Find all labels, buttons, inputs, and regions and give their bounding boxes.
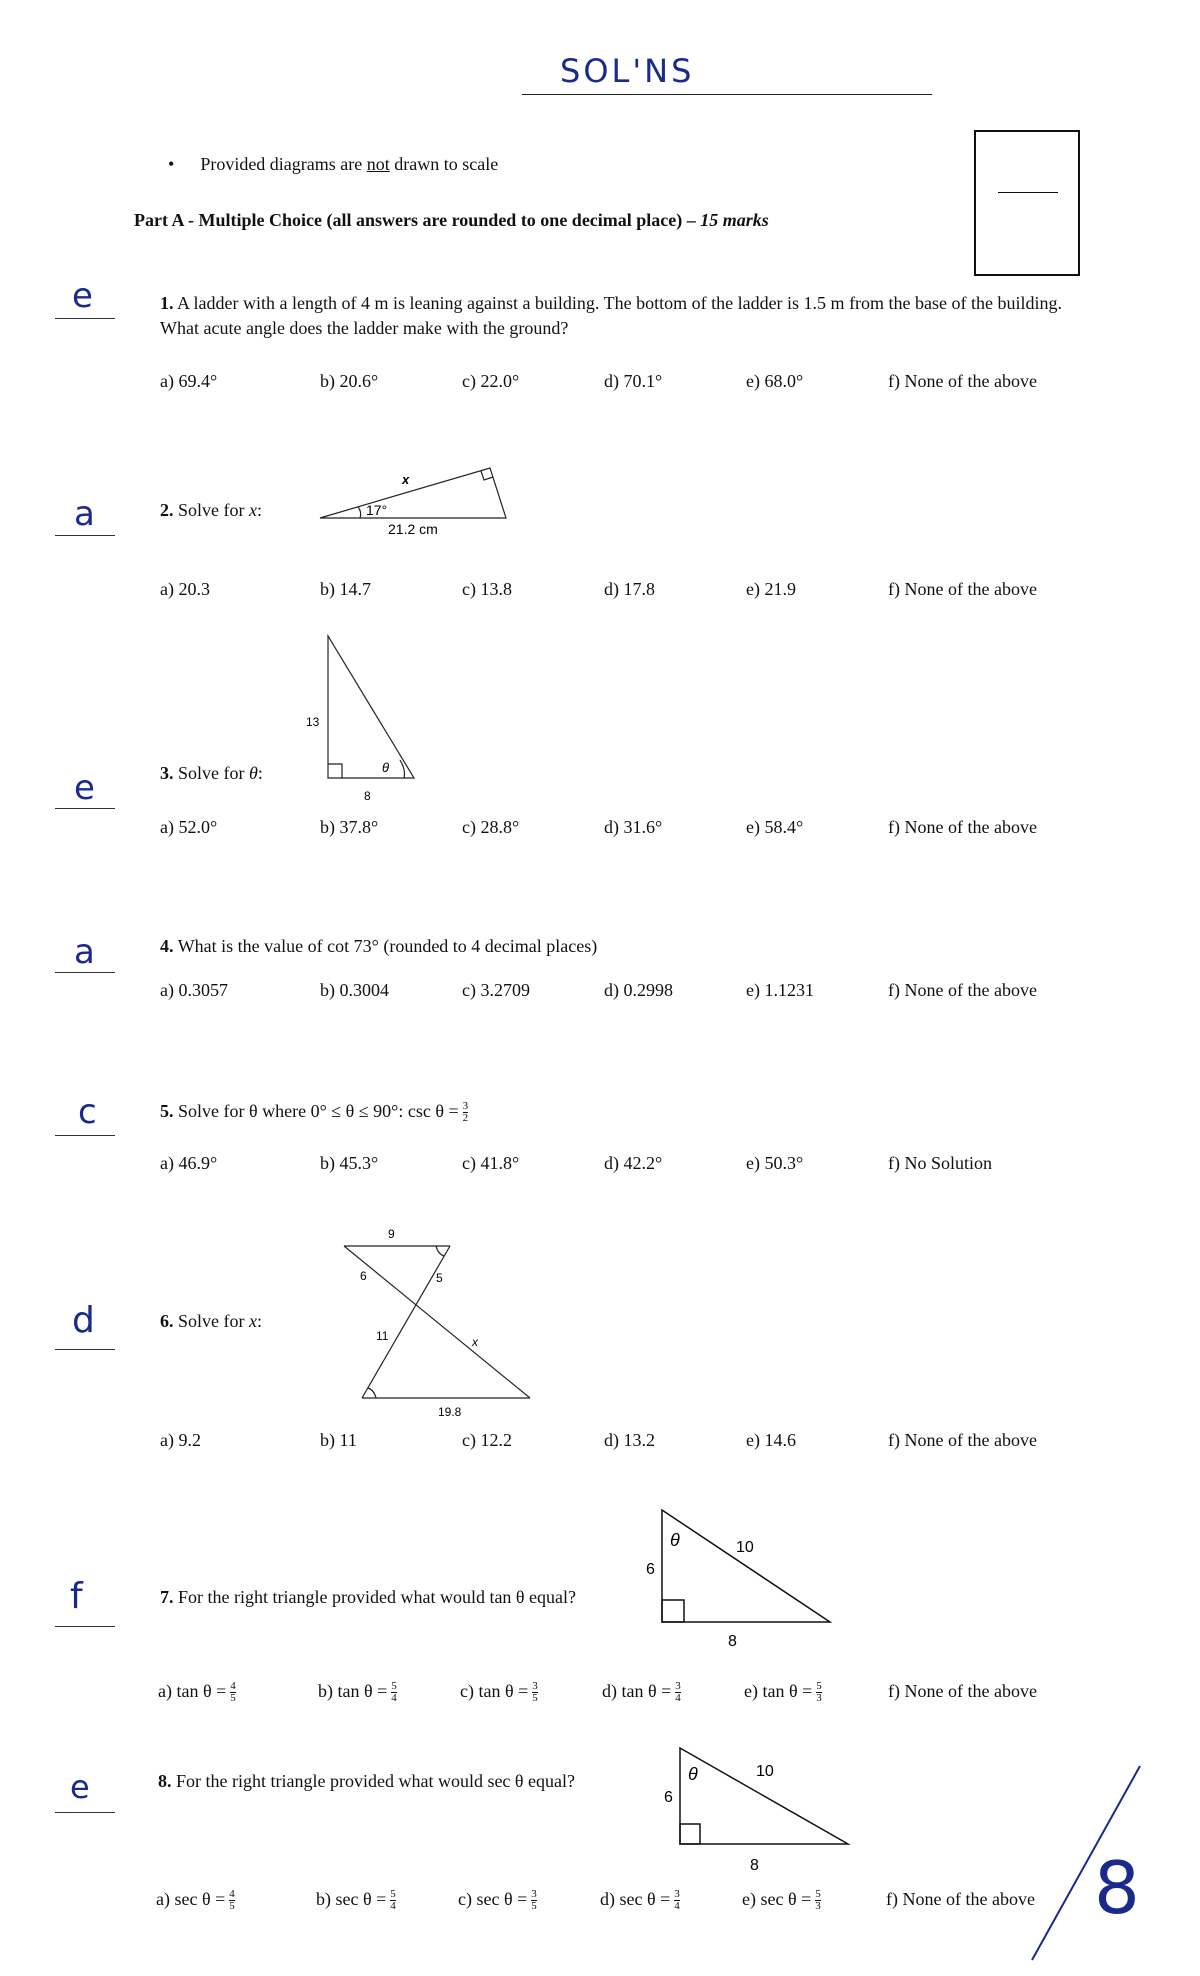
q5-option-c: c) 41.8°	[462, 1153, 520, 1173]
q3-label-height: 13	[306, 715, 320, 729]
q6-top-angle-arc	[436, 1246, 444, 1256]
q5-option-d: d) 42.2°	[604, 1153, 663, 1173]
q2-option-f: f) None of the above	[888, 579, 1037, 599]
score-box	[974, 130, 1080, 276]
q5-option-f: f) No Solution	[888, 1153, 993, 1173]
q2-option-a: a) 20.3	[160, 579, 210, 599]
q1-answer-line	[55, 318, 115, 319]
q7-label-vertical: 6	[646, 1561, 655, 1578]
q6-label-right-top: 5	[436, 1271, 443, 1285]
q5-option-b: b) 45.3°	[320, 1153, 379, 1173]
q6-answer: d	[72, 1300, 95, 1341]
q2-option-b: b) 14.7	[320, 579, 371, 599]
scale-note: • Provided diagrams are not drawn to scale	[168, 154, 499, 174]
q6-option-d: d) 13.2	[604, 1430, 655, 1450]
q2-option-e: e) 21.9	[746, 579, 796, 599]
q8-right-angle-mark	[680, 1824, 700, 1844]
q2-option-d: d) 17.8	[604, 579, 655, 599]
q8-answer-line	[55, 1812, 115, 1813]
q2-angle-arc	[358, 507, 361, 518]
q5-answer-line	[55, 1135, 115, 1136]
q3-option-b: b) 37.8°	[320, 817, 379, 837]
q6-label-right-bottom: x	[472, 1335, 478, 1349]
q7-option-d: d) tan θ = $\frac{3}{4}$	[602, 1680, 681, 1705]
q7-option-b: b) tan θ = $\frac{5}{4}$	[318, 1680, 397, 1705]
q7-right-triangle-diagram	[640, 1504, 840, 1654]
q7-label-base: 8	[728, 1633, 737, 1650]
q7-answer-line	[55, 1626, 115, 1627]
q2-triangle-diagram	[310, 460, 520, 540]
q7-option-c: c) tan θ = $\frac{3}{5}$	[460, 1680, 538, 1705]
q5-option-a: a) 46.9°	[160, 1153, 218, 1173]
q4-option-e: e) 1.1231	[746, 980, 814, 1000]
q6-label-left-bottom: 11	[376, 1329, 389, 1343]
q3-answer: e	[74, 768, 95, 808]
q7-option-a: a) tan θ = $\frac{4}{5}$	[158, 1680, 236, 1705]
q7-label-hypotenuse: 10	[736, 1539, 754, 1556]
q8-answer: e	[70, 1768, 90, 1806]
q1-option-b: b) 20.6°	[320, 371, 379, 391]
q4-answer-line	[55, 972, 115, 973]
q3-option-c: c) 28.8°	[462, 817, 520, 837]
score-box-line	[998, 192, 1058, 193]
part-a-title: Part A - Multiple Choice (all answers are rounded to one decimal place) – 15 marks	[134, 210, 769, 230]
q8-label-hypotenuse: 10	[756, 1763, 774, 1780]
q3-label-base: 8	[364, 789, 371, 803]
q1-option-a: a) 69.4°	[160, 371, 218, 391]
q6-crossed-triangles-diagram	[330, 1222, 550, 1422]
q8-label-vertical: 6	[664, 1789, 673, 1806]
q6-answer-line	[55, 1349, 115, 1350]
q1-text-line2: What acute angle does the ladder make with the ground?	[160, 318, 569, 338]
handwritten-title: SOL'NS	[560, 52, 695, 90]
q6-bottom-angle-arc	[368, 1388, 376, 1398]
q6-option-f: f) None of the above	[888, 1430, 1037, 1450]
q4-option-a: a) 0.3057	[160, 980, 228, 1000]
q2-label-angle: 17°	[366, 502, 388, 518]
q1-option-f: f) None of the above	[888, 371, 1037, 391]
q1-option-c: c) 22.0°	[462, 371, 520, 391]
bullet-dot: •	[168, 154, 175, 174]
q1-answer: e	[72, 276, 93, 316]
q2-triangle	[320, 468, 506, 518]
q3-answer-line	[55, 808, 115, 809]
q2-answer-line	[55, 535, 115, 536]
q3-triangle-diagram	[300, 630, 430, 810]
q3-label-angle: θ	[382, 760, 390, 775]
q5-text: 5. Solve for θ where 0° ≤ θ ≤ 90°: csc θ = $\frac{3}{2}$	[160, 1100, 469, 1125]
q4-option-f: f) None of the above	[888, 980, 1037, 1000]
q1-option-e: e) 68.0°	[746, 371, 804, 391]
q3-option-f: f) None of the above	[888, 817, 1037, 837]
q2-text: 2. Solve for x:	[160, 500, 263, 520]
q8-option-c: c) sec θ = $\frac{3}{5}$	[458, 1888, 537, 1913]
q6-label-top: 9	[388, 1227, 395, 1241]
q4-option-d: d) 0.2998	[604, 980, 673, 1000]
q4-option-c: c) 3.2709	[462, 980, 530, 1000]
q6-label-left-top: 6	[360, 1269, 367, 1283]
q2-option-c: c) 13.8	[462, 579, 512, 599]
q2-label-x: x	[402, 472, 410, 487]
q6-text: 6. Solve for x:	[160, 1311, 263, 1331]
q7-right-angle-mark	[662, 1600, 684, 1622]
title-underline	[522, 94, 932, 95]
q6-option-e: e) 14.6	[746, 1430, 796, 1450]
q2-label-base: 21.2 cm	[388, 521, 438, 537]
q7-answer: f	[70, 1576, 83, 1617]
q8-option-b: b) sec θ = $\frac{5}{4}$	[316, 1888, 396, 1913]
q4-text: 4. What is the value of cot 73° (rounded to 4 decimal places)	[160, 936, 598, 956]
q6-option-c: c) 12.2	[462, 1430, 512, 1450]
q5-answer: c	[78, 1092, 97, 1132]
q7-option-f: f) None of the above	[888, 1681, 1037, 1701]
q8-text: 8. For the right triangle provided what would sec θ equal?	[158, 1771, 576, 1791]
q5-option-e: e) 50.3°	[746, 1153, 804, 1173]
q3-angle-arc	[400, 760, 405, 778]
q5-fraction: $\frac{3}{2}$	[462, 1100, 469, 1125]
q8-option-f: f) None of the above	[886, 1889, 1035, 1909]
q3-triangle	[328, 636, 414, 778]
q7-text: 7. For the right triangle provided what would tan θ equal?	[160, 1587, 577, 1607]
score-handwritten: 8	[1094, 1846, 1140, 1930]
q8-option-e: e) sec θ = $\frac{5}{3}$	[742, 1888, 821, 1913]
q1-option-d: d) 70.1°	[604, 371, 663, 391]
q8-label-angle: θ	[688, 1764, 698, 1784]
q7-option-e: e) tan θ = $\frac{5}{3}$	[744, 1680, 822, 1705]
q1-text: 1. A ladder with a length of 4 m is leaning against a building. The bottom of the ladder is 1.5 m from the base of the building.	[160, 293, 1063, 313]
q8-right-triangle-diagram	[660, 1740, 860, 1890]
q3-option-a: a) 52.0°	[160, 817, 218, 837]
q3-option-e: e) 58.4°	[746, 817, 804, 837]
q2-answer: a	[74, 494, 95, 534]
q4-option-b: b) 0.3004	[320, 980, 389, 1000]
q6-option-a: a) 9.2	[160, 1430, 201, 1450]
q8-option-a: a) sec θ = $\frac{4}{5}$	[156, 1888, 235, 1913]
q7-label-angle: θ	[670, 1530, 680, 1550]
q4-answer: a	[74, 932, 95, 972]
q3-option-d: d) 31.6°	[604, 817, 663, 837]
q8-option-d: d) sec θ = $\frac{3}{4}$	[600, 1888, 680, 1913]
q6-label-bottom: 19.8	[438, 1405, 462, 1419]
q3-text: 3. Solve for θ:	[160, 763, 263, 783]
q7-triangle	[662, 1510, 830, 1622]
q3-right-angle-mark	[328, 764, 342, 778]
q6-option-b: b) 11	[320, 1430, 357, 1450]
q8-label-base: 8	[750, 1857, 759, 1874]
